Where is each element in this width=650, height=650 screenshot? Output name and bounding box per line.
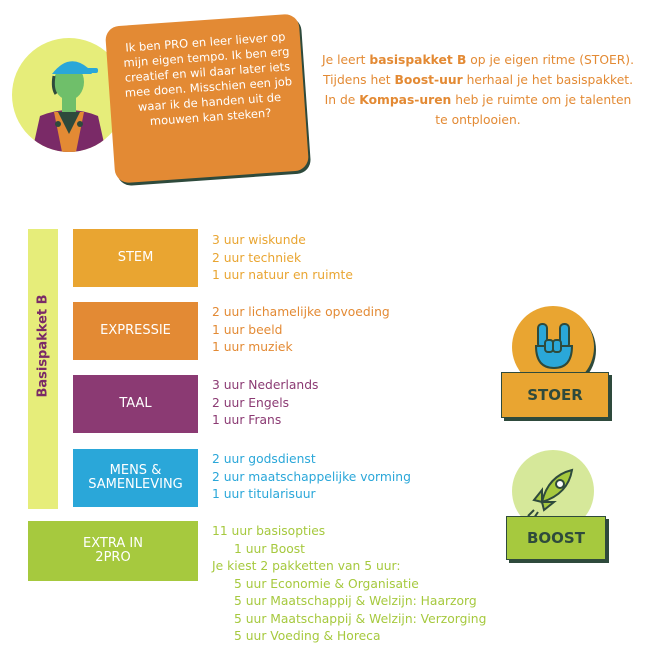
list-item: 2 uur techniek bbox=[212, 250, 302, 265]
list-item: 3 uur wiskunde bbox=[212, 233, 306, 247]
basispakket-label: Basispakket B bbox=[35, 294, 51, 398]
list-item: 1 uur beeld bbox=[212, 322, 283, 337]
list-item: 2 uur lichamelijke opvoeding bbox=[212, 305, 390, 319]
intro-part3: herhaal je het basispakket. In de bbox=[324, 73, 633, 107]
intro-bold-basispakket: basispakket B bbox=[369, 53, 467, 67]
list-item: Je kiest 2 pakketten van 5 uur: bbox=[212, 559, 401, 573]
boost-label: BOOST bbox=[527, 529, 585, 547]
list-item: 11 uur basisopties bbox=[212, 524, 326, 538]
subject-list-mens-samenleving bbox=[212, 451, 411, 504]
subject-label: STEM bbox=[117, 250, 154, 265]
subject-label: EXPRESSIE bbox=[100, 323, 171, 338]
extra-box bbox=[28, 521, 198, 581]
list-item: 5 uur Maatschappij & Welzijn: Verzorging bbox=[234, 611, 487, 626]
intro-bold-kompas: Kompas-uren bbox=[359, 93, 452, 107]
intro-text bbox=[318, 50, 638, 130]
subject-list-taal bbox=[212, 377, 318, 430]
boost-badge bbox=[506, 516, 606, 560]
subject-label-line1: MENS & bbox=[109, 463, 162, 478]
subject-label-line2: SAMENLEVING bbox=[88, 477, 183, 492]
extra-list bbox=[212, 523, 486, 646]
list-item: 2 uur maatschappelijke vorming bbox=[212, 469, 411, 484]
list-item: 1 uur titularisuur bbox=[212, 487, 316, 501]
extra-label-line2: 2PRO bbox=[95, 550, 131, 565]
stoer-label: STOER bbox=[527, 386, 583, 404]
list-item: 1 uur Boost bbox=[234, 541, 305, 556]
list-item: 1 uur muziek bbox=[212, 340, 293, 354]
list-item: 2 uur Engels bbox=[212, 395, 290, 410]
subject-box-taal bbox=[73, 375, 198, 433]
list-item: 1 uur Frans bbox=[212, 413, 282, 427]
profile-quote: Ik ben PRO en leer liever op mijn eigen tempo. Ik ben erg creatief en wil daar later iets mee doen. Misschien een job waar ik de handen uit de mouwen kan steken? bbox=[122, 29, 293, 129]
intro-part2: op je eigen ritme (STOER). Tijdens het bbox=[323, 53, 635, 87]
stoer-badge bbox=[501, 372, 609, 418]
extra-label-line1: EXTRA IN bbox=[83, 536, 143, 551]
list-item: 1 uur natuur en ruimte bbox=[212, 268, 353, 282]
list-item: 5 uur Economie & Organisatie bbox=[234, 576, 419, 591]
intro-part4: heb je ruimte om je talenten te ontplooien. bbox=[435, 93, 632, 127]
list-item: 5 uur Maatschappij & Welzijn: Haarzorg bbox=[234, 594, 477, 608]
intro-bold-boost: Boost-uur bbox=[394, 73, 463, 87]
subject-box-mens-samenleving bbox=[73, 449, 198, 507]
subject-label: TAAL bbox=[119, 396, 152, 411]
subject-box-stem bbox=[73, 229, 198, 287]
subject-box-expressie bbox=[73, 302, 198, 360]
subject-list-stem bbox=[212, 232, 353, 285]
list-item: 5 uur Voeding & Horeca bbox=[234, 629, 381, 643]
intro-part1: Je leert bbox=[321, 53, 370, 67]
subject-list-expressie bbox=[212, 304, 390, 357]
list-item: 3 uur Nederlands bbox=[212, 378, 319, 392]
list-item: 2 uur godsdienst bbox=[212, 452, 316, 466]
